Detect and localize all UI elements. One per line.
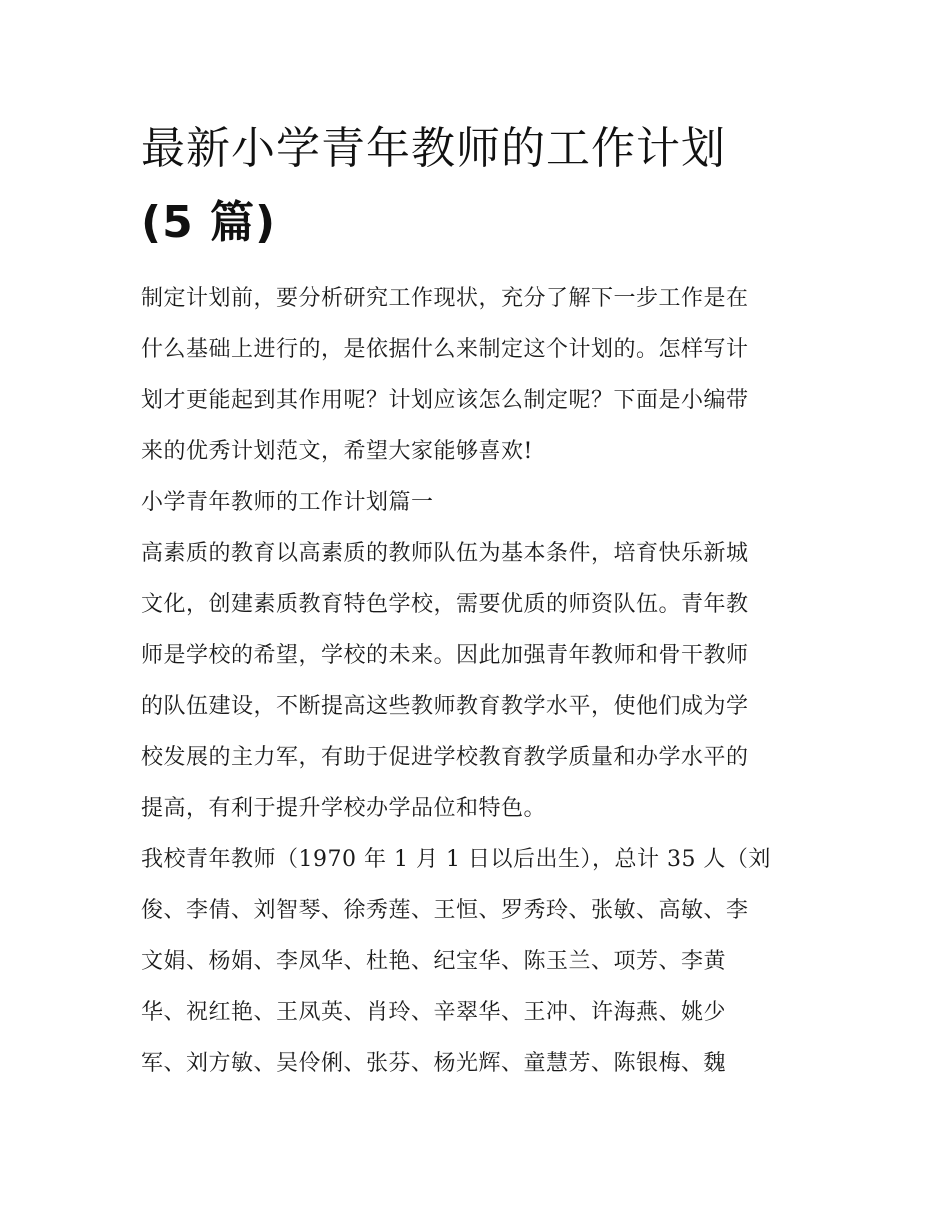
intro-line: 来的优秀计划范文，希望大家能够喜欢! <box>141 439 533 464</box>
paragraph-line: 高素质的教育以高素质的教师队伍为基本条件，培育快乐新城 <box>141 541 749 566</box>
section-heading: 小学青年教师的工作计划篇一 <box>141 490 434 515</box>
intro-line: 制定计划前，要分析研究工作现状，充分了解下一步工作是在 <box>141 286 749 311</box>
paragraph-line: 的队伍建设，不断提高这些教师教育教学水平，使他们成为学 <box>141 694 749 719</box>
paragraph-line: 军、刘方敏、吴伶俐、张芬、杨光辉、童慧芳、陈银梅、魏 <box>141 1051 727 1076</box>
paragraph-line: 我校青年教师（1970 年 1 月 1 日以后出生），总计 35 人（刘 <box>141 847 771 872</box>
document-content <box>141 112 813 1089</box>
paragraph-line: 文娟、杨娟、李凤华、杜艳、纪宝华、陈玉兰、项芳、李黄 <box>141 949 727 974</box>
intro-paragraph <box>141 273 813 477</box>
paragraph-line: 提高，有利于提升学校办学品位和特色。 <box>141 796 547 821</box>
intro-line: 划才更能起到其作用呢？计划应该怎么制定呢？下面是小编带 <box>141 388 749 413</box>
paragraph-line: 俊、李倩、刘智琴、徐秀莲、王恒、罗秀玲、张敏、高敏、李 <box>141 898 749 923</box>
paragraph-line: 文化，创建素质教育特色学校，需要优质的师资队伍。青年教 <box>141 592 749 617</box>
title-line-1: 最新小学青年教师的工作计划 <box>141 123 726 174</box>
paragraph-line: 校发展的主力军，有助于促进学校教育教学质量和办学水平的 <box>141 745 749 770</box>
page-title <box>141 112 813 260</box>
body-paragraph-2 <box>141 834 813 1089</box>
body-paragraph-1 <box>141 528 813 834</box>
paragraph-line: 华、祝红艳、王凤英、肖玲、辛翠华、王冲、许海燕、姚少 <box>141 1000 727 1025</box>
intro-line: 什么基础上进行的，是依据什么来制定这个计划的。怎样写计 <box>141 337 749 362</box>
paragraph-line: 师是学校的希望，学校的未来。因此加强青年教师和骨干教师 <box>141 643 749 668</box>
title-line-2: (5 篇) <box>141 197 277 248</box>
